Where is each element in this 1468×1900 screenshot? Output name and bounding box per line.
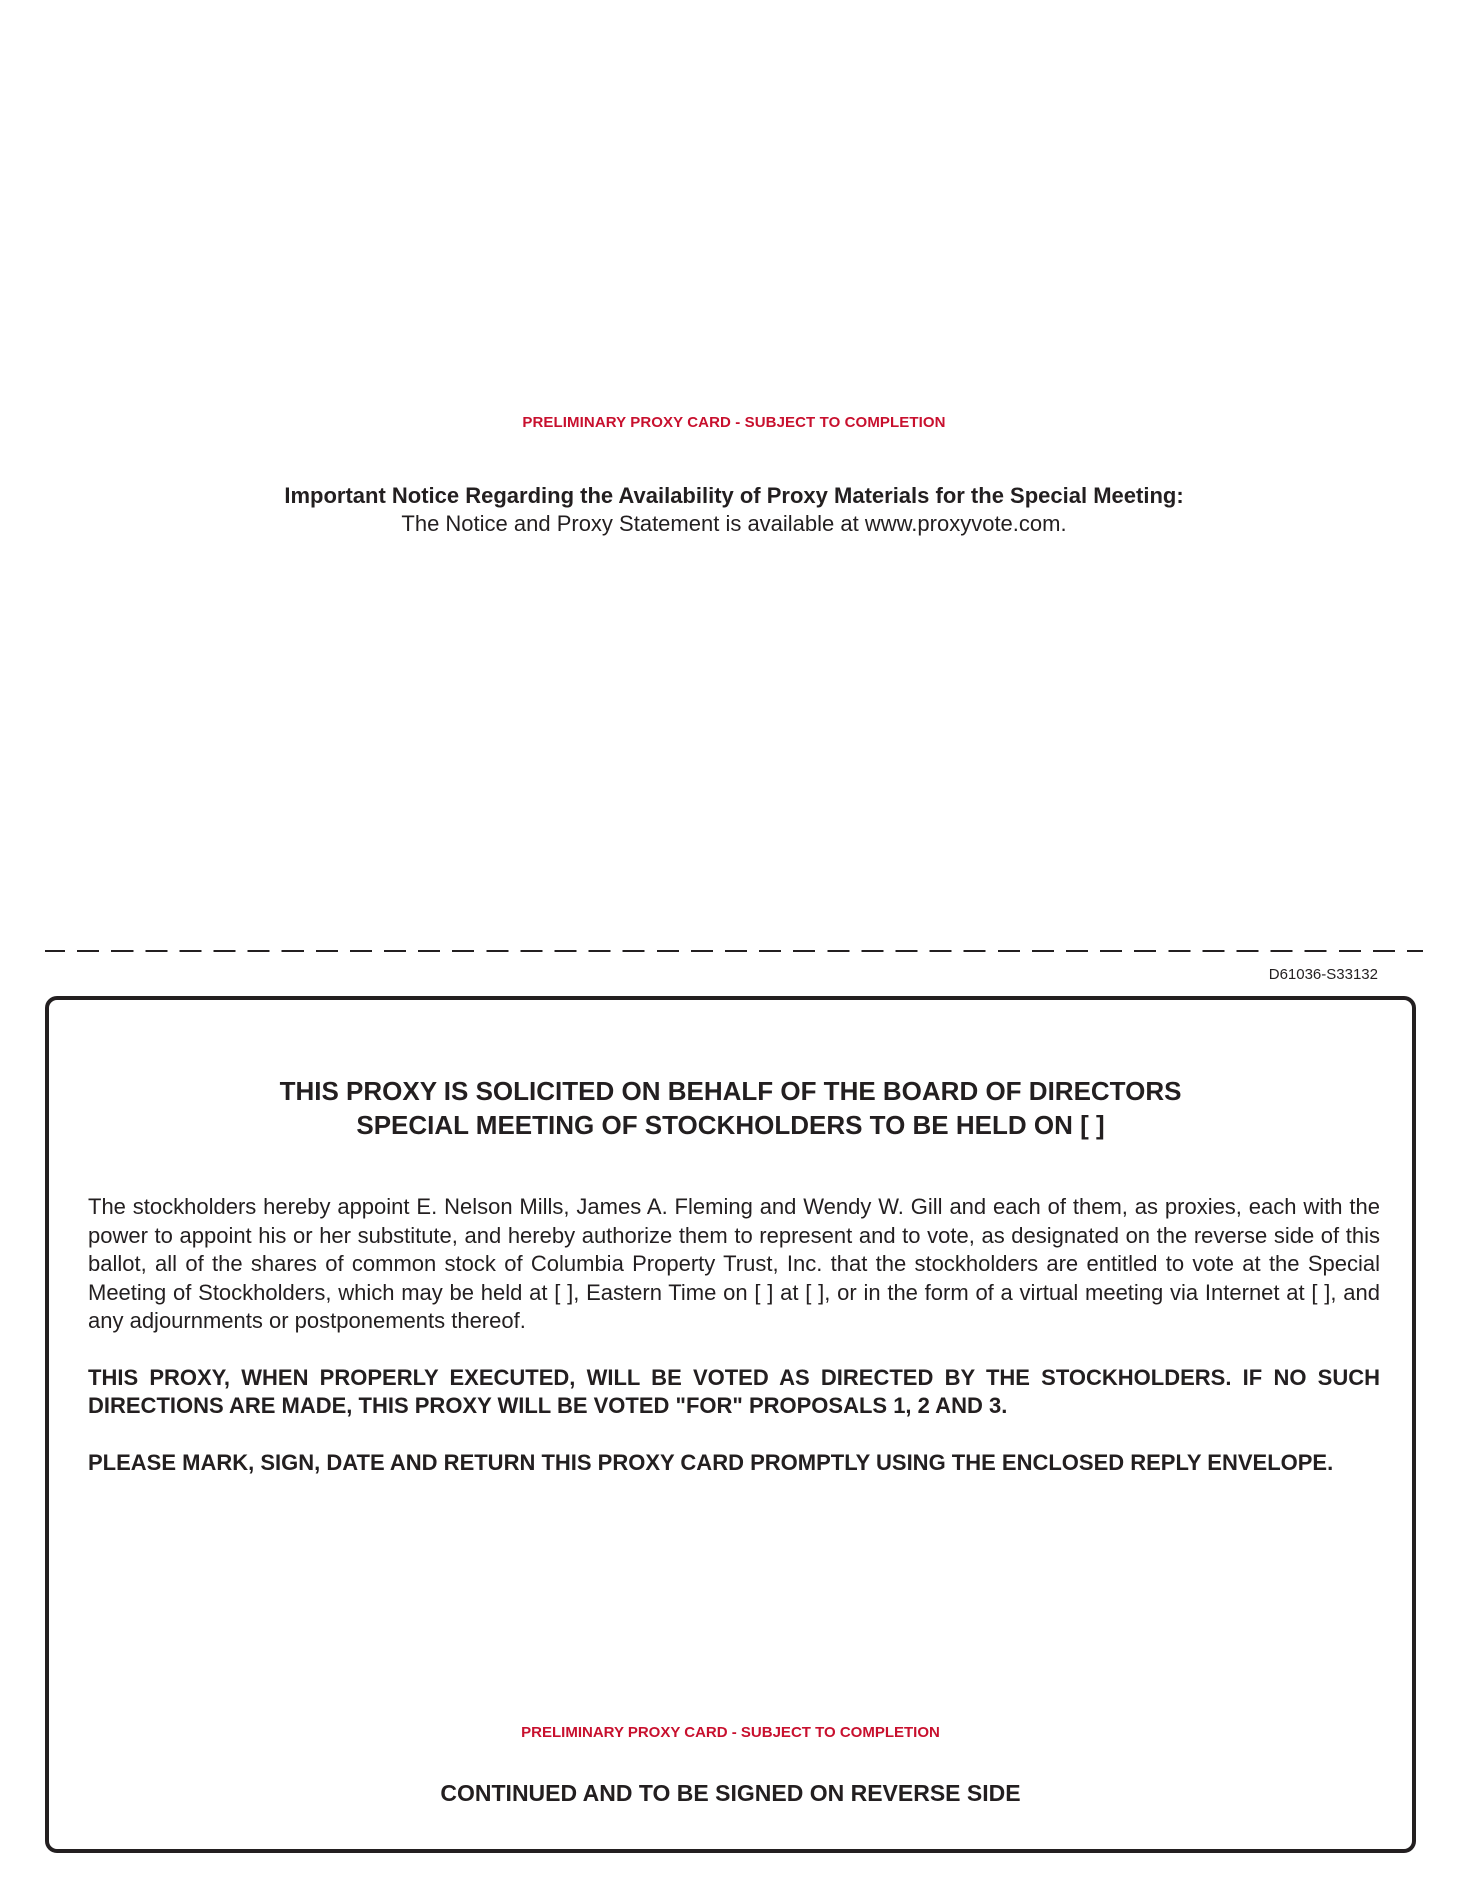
card-title-line-2: SPECIAL MEETING OF STOCKHOLDERS TO BE HELD ON [ ] <box>356 1110 1105 1140</box>
voting-direction-paragraph: THIS PROXY, WHEN PROPERLY EXECUTED, WILL BE VOTED AS DIRECTED BY THE STOCKHOLDERS. IF NO SUCH DIRECTIONS ARE MADE, THIS PROXY WILL BE VOTED "FOR" PROPOSALS 1, 2 AND 3. <box>88 1364 1380 1418</box>
perforation-line <box>45 950 1423 952</box>
return-instruction-paragraph: PLEASE MARK, SIGN, DATE AND RETURN THIS PROXY CARD PROMPTLY USING THE ENCLOSED REPLY ENVELOPE. <box>88 1449 1334 1475</box>
appointment-paragraph: The stockholders hereby appoint E. Nelson Mills, James A. Fleming and Wendy W. Gill and each of them, as proxies, each with the power to appoint his or her substitute, and hereby authorize them to represent and to vote, as designated on the reverse side of this ballot, all of the shares of common stock of Columbia Property Trust, Inc. that the stockholders are entitled to vote at the Special Meeting of Stockholders, which may be held at [ ], Eastern Time on [ ] at [ ], or in the form of a virtual meeting via Internet at [ ], and any adjournments or postponements thereof. <box>88 1194 1380 1333</box>
card-title-line-1: THIS PROXY IS SOLICITED ON BEHALF OF THE BOARD OF DIRECTORS <box>279 1076 1182 1106</box>
availability-line: The Notice and Proxy Statement is available at www.proxyvote.com. <box>401 511 1067 536</box>
proxy-card <box>45 996 1416 1853</box>
document-code: D61036-S33132 <box>1268 966 1378 983</box>
availability-notice <box>0 482 1468 538</box>
card-title <box>49 1074 1412 1142</box>
card-body <box>88 1193 1380 1505</box>
preliminary-notice-bottom: PRELIMINARY PROXY CARD - SUBJECT TO COMPLETION <box>521 1724 940 1741</box>
availability-heading: Important Notice Regarding the Availability of Proxy Materials for the Special Meeting: <box>284 483 1184 508</box>
preliminary-notice-top: PRELIMINARY PROXY CARD - SUBJECT TO COMPLETION <box>522 414 946 431</box>
continued-notice: CONTINUED AND TO BE SIGNED ON REVERSE SIDE <box>440 1780 1021 1806</box>
